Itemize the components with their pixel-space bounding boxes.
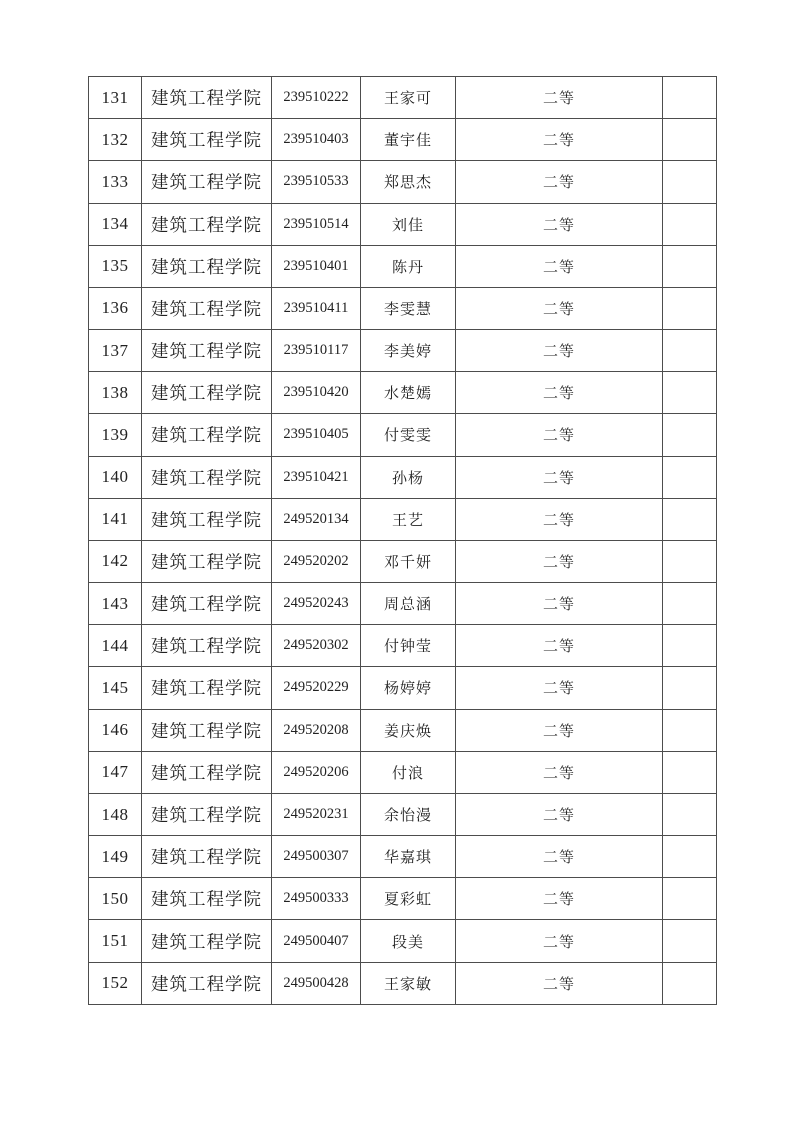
name-cell: 刘佳	[361, 203, 456, 245]
row-number-cell: 132	[89, 119, 142, 161]
award-cell: 二等	[456, 793, 663, 835]
name-cell: 王艺	[361, 498, 456, 540]
student-id-cell: 249520302	[272, 625, 361, 667]
name-cell: 付雯雯	[361, 414, 456, 456]
college-cell: 建筑工程学院	[142, 540, 272, 582]
name-cell: 郑思杰	[361, 161, 456, 203]
student-id-cell: 239510222	[272, 77, 361, 119]
table-row	[89, 878, 717, 920]
row-number-cell: 139	[89, 414, 142, 456]
name-cell: 付钟莹	[361, 625, 456, 667]
row-number-cell: 136	[89, 287, 142, 329]
student-id-cell: 239510405	[272, 414, 361, 456]
name-cell: 段美	[361, 920, 456, 962]
name-cell: 水楚嫣	[361, 372, 456, 414]
award-cell: 二等	[456, 119, 663, 161]
row-number-cell: 145	[89, 667, 142, 709]
student-id-cell: 249520231	[272, 793, 361, 835]
award-cell: 二等	[456, 920, 663, 962]
college-cell: 建筑工程学院	[142, 751, 272, 793]
college-cell: 建筑工程学院	[142, 372, 272, 414]
row-number-cell: 131	[89, 77, 142, 119]
blank-cell	[663, 962, 717, 1004]
name-cell: 董宇佳	[361, 119, 456, 161]
name-cell: 陈丹	[361, 245, 456, 287]
row-number-cell: 148	[89, 793, 142, 835]
blank-cell	[663, 878, 717, 920]
table-row	[89, 625, 717, 667]
row-number-cell: 140	[89, 456, 142, 498]
award-cell: 二等	[456, 203, 663, 245]
student-id-cell: 239510411	[272, 287, 361, 329]
row-number-cell: 142	[89, 540, 142, 582]
student-id-cell: 249520206	[272, 751, 361, 793]
table-row	[89, 709, 717, 751]
row-number-cell: 144	[89, 625, 142, 667]
blank-cell	[663, 667, 717, 709]
award-cell: 二等	[456, 836, 663, 878]
table-row	[89, 793, 717, 835]
name-cell: 李雯慧	[361, 287, 456, 329]
student-id-cell: 239510403	[272, 119, 361, 161]
student-id-cell: 239510421	[272, 456, 361, 498]
row-number-cell: 135	[89, 245, 142, 287]
award-cell: 二等	[456, 709, 663, 751]
college-cell: 建筑工程学院	[142, 920, 272, 962]
blank-cell	[663, 330, 717, 372]
award-cell: 二等	[456, 456, 663, 498]
row-number-cell: 151	[89, 920, 142, 962]
row-number-cell: 134	[89, 203, 142, 245]
blank-cell	[663, 119, 717, 161]
table-row	[89, 372, 717, 414]
row-number-cell: 143	[89, 583, 142, 625]
college-cell: 建筑工程学院	[142, 583, 272, 625]
student-id-cell: 249500307	[272, 836, 361, 878]
award-cell: 二等	[456, 962, 663, 1004]
award-cell: 二等	[456, 751, 663, 793]
award-cell: 二等	[456, 77, 663, 119]
blank-cell	[663, 414, 717, 456]
award-cell: 二等	[456, 625, 663, 667]
blank-cell	[663, 583, 717, 625]
college-cell: 建筑工程学院	[142, 161, 272, 203]
table-row	[89, 414, 717, 456]
name-cell: 夏彩虹	[361, 878, 456, 920]
table-row	[89, 583, 717, 625]
student-id-cell: 239510514	[272, 203, 361, 245]
table-row	[89, 203, 717, 245]
college-cell: 建筑工程学院	[142, 667, 272, 709]
awards-table-body	[89, 77, 717, 1005]
college-cell: 建筑工程学院	[142, 287, 272, 329]
blank-cell	[663, 709, 717, 751]
student-id-cell: 249520243	[272, 583, 361, 625]
blank-cell	[663, 498, 717, 540]
student-id-cell: 239510117	[272, 330, 361, 372]
table-row	[89, 498, 717, 540]
college-cell: 建筑工程学院	[142, 456, 272, 498]
student-id-cell: 249500333	[272, 878, 361, 920]
table-row	[89, 287, 717, 329]
table-row	[89, 667, 717, 709]
table-row	[89, 245, 717, 287]
blank-cell	[663, 920, 717, 962]
table-row	[89, 119, 717, 161]
college-cell: 建筑工程学院	[142, 793, 272, 835]
name-cell: 孙杨	[361, 456, 456, 498]
student-id-cell: 249520134	[272, 498, 361, 540]
award-cell: 二等	[456, 540, 663, 582]
award-cell: 二等	[456, 414, 663, 456]
student-id-cell: 239510420	[272, 372, 361, 414]
college-cell: 建筑工程学院	[142, 709, 272, 751]
college-cell: 建筑工程学院	[142, 77, 272, 119]
award-cell: 二等	[456, 498, 663, 540]
blank-cell	[663, 161, 717, 203]
table-row	[89, 540, 717, 582]
award-cell: 二等	[456, 287, 663, 329]
student-id-cell: 239510533	[272, 161, 361, 203]
name-cell: 姜庆焕	[361, 709, 456, 751]
college-cell: 建筑工程学院	[142, 962, 272, 1004]
blank-cell	[663, 540, 717, 582]
table-row	[89, 962, 717, 1004]
row-number-cell: 152	[89, 962, 142, 1004]
name-cell: 王家敏	[361, 962, 456, 1004]
student-id-cell: 249500407	[272, 920, 361, 962]
college-cell: 建筑工程学院	[142, 625, 272, 667]
award-cell: 二等	[456, 878, 663, 920]
table-row	[89, 330, 717, 372]
name-cell: 邓千妍	[361, 540, 456, 582]
college-cell: 建筑工程学院	[142, 330, 272, 372]
blank-cell	[663, 203, 717, 245]
table-row	[89, 77, 717, 119]
student-id-cell: 239510401	[272, 245, 361, 287]
award-cell: 二等	[456, 245, 663, 287]
table-row	[89, 161, 717, 203]
table-row	[89, 456, 717, 498]
name-cell: 付浪	[361, 751, 456, 793]
blank-cell	[663, 751, 717, 793]
row-number-cell: 149	[89, 836, 142, 878]
college-cell: 建筑工程学院	[142, 245, 272, 287]
student-id-cell: 249520208	[272, 709, 361, 751]
row-number-cell: 141	[89, 498, 142, 540]
name-cell: 周总涵	[361, 583, 456, 625]
blank-cell	[663, 287, 717, 329]
college-cell: 建筑工程学院	[142, 836, 272, 878]
award-cell: 二等	[456, 583, 663, 625]
table-row	[89, 751, 717, 793]
college-cell: 建筑工程学院	[142, 203, 272, 245]
blank-cell	[663, 456, 717, 498]
award-cell: 二等	[456, 372, 663, 414]
name-cell: 杨婷婷	[361, 667, 456, 709]
row-number-cell: 150	[89, 878, 142, 920]
blank-cell	[663, 836, 717, 878]
blank-cell	[663, 77, 717, 119]
row-number-cell: 146	[89, 709, 142, 751]
student-id-cell: 249500428	[272, 962, 361, 1004]
award-cell: 二等	[456, 161, 663, 203]
row-number-cell: 147	[89, 751, 142, 793]
name-cell: 王家可	[361, 77, 456, 119]
blank-cell	[663, 245, 717, 287]
row-number-cell: 137	[89, 330, 142, 372]
awards-table	[88, 76, 717, 1005]
student-id-cell: 249520229	[272, 667, 361, 709]
award-cell: 二等	[456, 330, 663, 372]
blank-cell	[663, 372, 717, 414]
college-cell: 建筑工程学院	[142, 498, 272, 540]
row-number-cell: 138	[89, 372, 142, 414]
college-cell: 建筑工程学院	[142, 878, 272, 920]
college-cell: 建筑工程学院	[142, 119, 272, 161]
name-cell: 李美婷	[361, 330, 456, 372]
table-row	[89, 920, 717, 962]
table-row	[89, 836, 717, 878]
name-cell: 余怡漫	[361, 793, 456, 835]
award-cell: 二等	[456, 667, 663, 709]
student-id-cell: 249520202	[272, 540, 361, 582]
name-cell: 华嘉琪	[361, 836, 456, 878]
blank-cell	[663, 793, 717, 835]
row-number-cell: 133	[89, 161, 142, 203]
college-cell: 建筑工程学院	[142, 414, 272, 456]
blank-cell	[663, 625, 717, 667]
